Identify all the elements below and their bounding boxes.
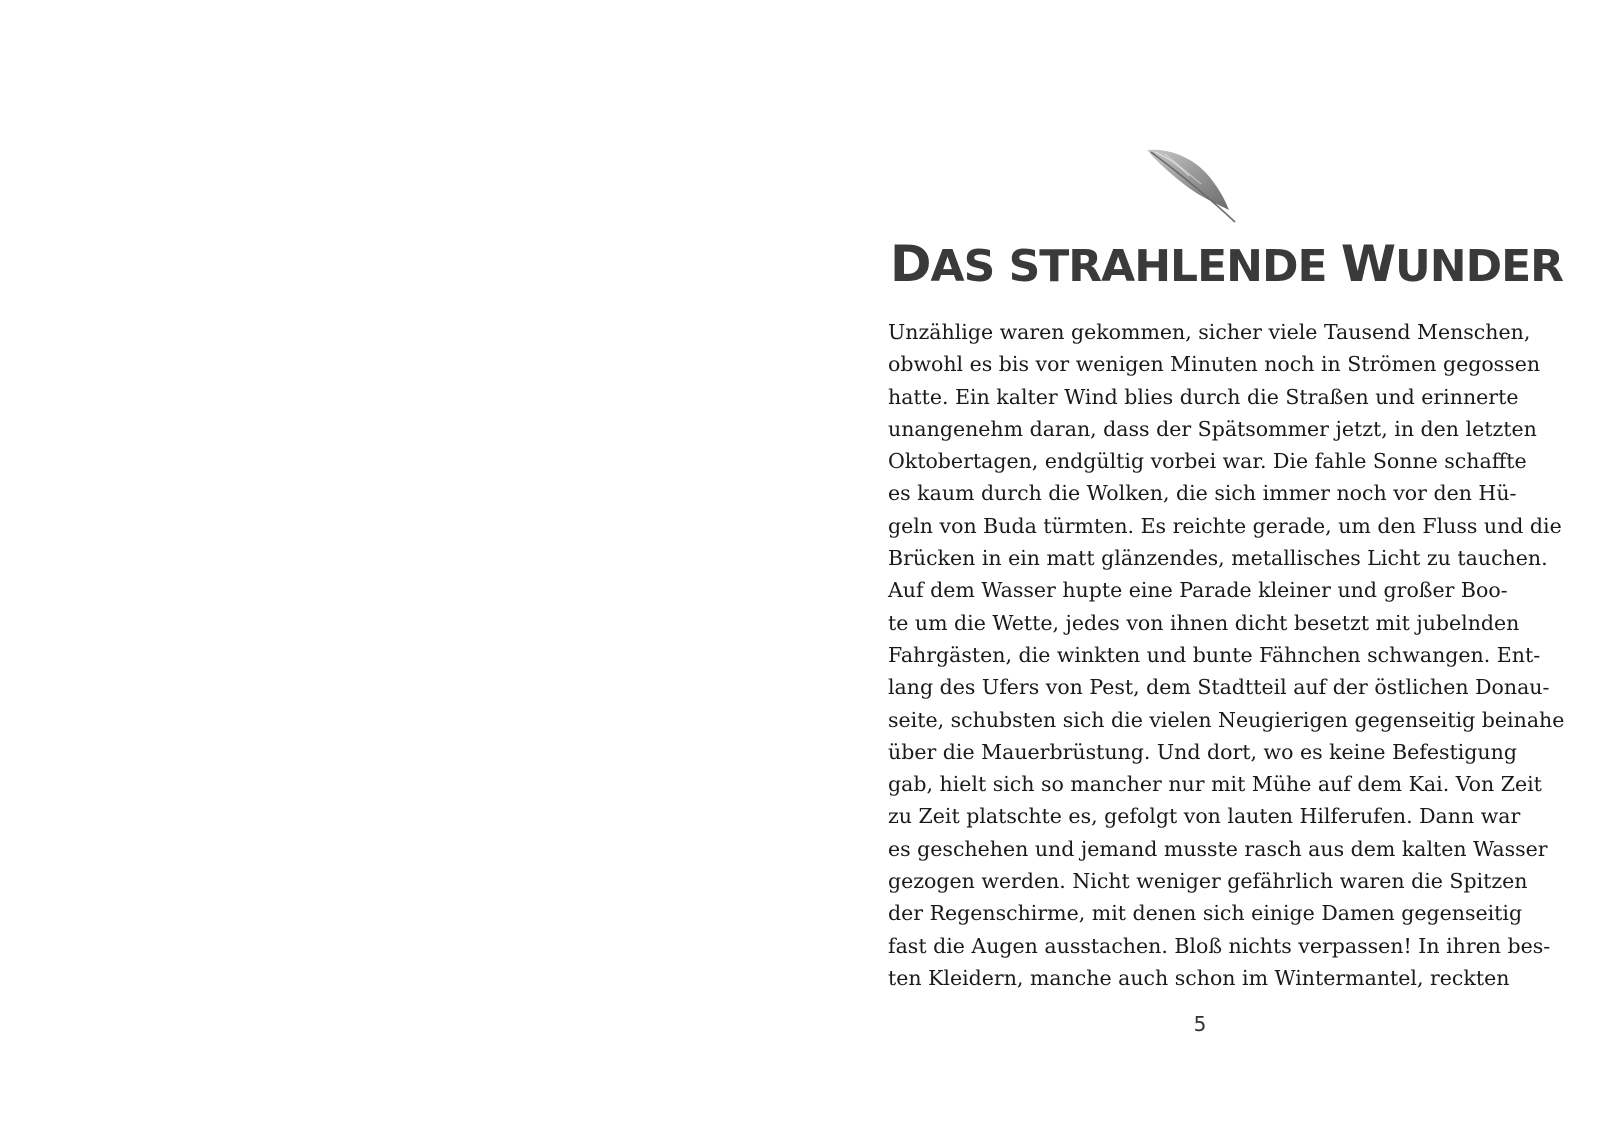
text-line: obwohl es bis vor wenigen Minuten noch in Strömen gegossen [888, 352, 1541, 377]
text-line: Fahrgästen, die winkten und bunte Fähnchen schwangen. Ent- [888, 642, 1541, 667]
body-text [888, 316, 1565, 994]
chapter-title-part-2: UNDER [1395, 241, 1564, 292]
text-line: hatte. Ein kalter Wind blies durch die Straßen und erinnerte [888, 384, 1519, 409]
text-line: es geschehen und jemand musste rasch aus dem kalten Wasser [888, 836, 1548, 861]
page-number: 5 [1193, 1012, 1207, 1036]
text-line: lang des Ufers von Pest, dem Stadtteil auf der östlichen Donau- [888, 675, 1550, 700]
text-line: seite, schubsten sich die vielen Neugierigen gegenseitig beinahe [888, 707, 1565, 732]
text-line: Unzählige waren gekommen, sicher viele Tausend Menschen, [888, 320, 1531, 344]
text-line: fast die Augen ausstachen. Bloß nichts verpassen! In ihren bes- [888, 933, 1551, 958]
text-line: gab, hielt sich so mancher nur mit Mühe auf dem Kai. Von Zeit [888, 772, 1542, 797]
chapter-title-initial-2: W [1340, 235, 1396, 293]
right-page [800, 0, 1600, 1131]
text-line: Brücken in ein matt glänzendes, metallisches Licht zu tauchen. [888, 546, 1548, 571]
text-line: zu Zeit platschte es, gefolgt von lauten Hilferufen. Dann war [888, 804, 1521, 829]
text-line: der Regenschirme, mit denen sich einige Damen gegenseitig [888, 901, 1523, 926]
chapter-title [890, 235, 1564, 295]
chapter-title-part-1: AS STRAHLENDE [930, 241, 1341, 292]
text-line: geln von Buda türmten. Es reichte gerade, um den Fluss und die [888, 513, 1562, 538]
text-line: über die Mauerbrüstung. Und dort, wo es keine Befestigung [888, 739, 1517, 764]
text-line: te um die Wette, jedes von ihnen dicht besetzt mit jubelnden [888, 610, 1520, 635]
feather-icon [1145, 148, 1237, 224]
text-line: ten Kleidern, manche auch schon im Wintermantel, reckten [888, 965, 1510, 990]
text-line: Oktobertagen, endgültig vorbei war. Die fahle Sonne schaffte [888, 449, 1527, 474]
text-line: unangenehm daran, dass der Spätsommer jetzt, in den letzten [888, 416, 1537, 441]
text-line: es kaum durch die Wolken, die sich immer noch vor den Hü- [888, 481, 1517, 506]
text-line: Auf dem Wasser hupte eine Parade kleiner und großer Boo- [888, 578, 1508, 603]
text-line: gezogen werden. Nicht weniger gefährlich waren die Spitzen [888, 869, 1528, 894]
chapter-title-initial-1: D [890, 235, 931, 293]
